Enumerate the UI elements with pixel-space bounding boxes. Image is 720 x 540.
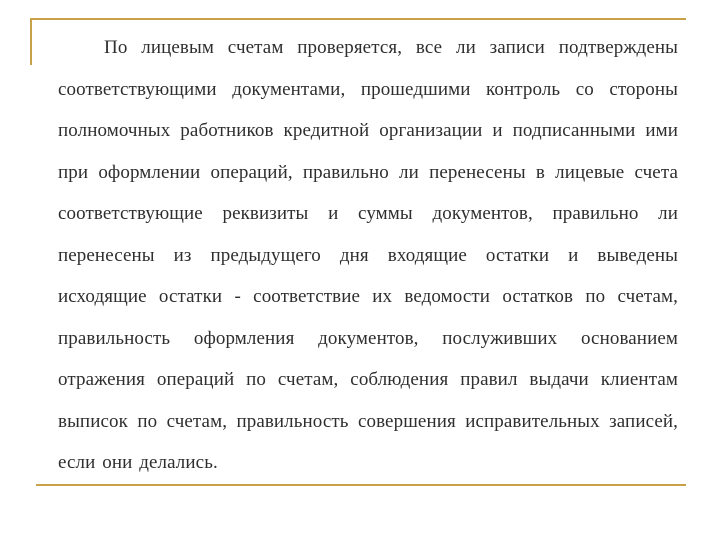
frame-top-border	[30, 18, 686, 20]
slide-body-paragraph: По лицевым счетам проверяется, все ли записи подтверждены соответствующими документами, прошедшими контроль со стороны полномочных работников кредитной организации и подписанными ими при оформлении операций, правильно ли перенесены в лицевые счета соответствующие реквизиты и суммы документов, правильно ли перенесены из предыдущего дня входящие остатки и выведены исходящие остатки - соответствие их ведомости остатков по счетам, правильность оформления документов, послуживших основанием отражения операций по счетам, соблюдения правил выдачи клиентам выписок по счетам, правильность совершения исправительных записей, если они делались.	[58, 37, 678, 473]
frame-bottom-border	[36, 484, 686, 486]
frame-left-border	[30, 18, 32, 65]
